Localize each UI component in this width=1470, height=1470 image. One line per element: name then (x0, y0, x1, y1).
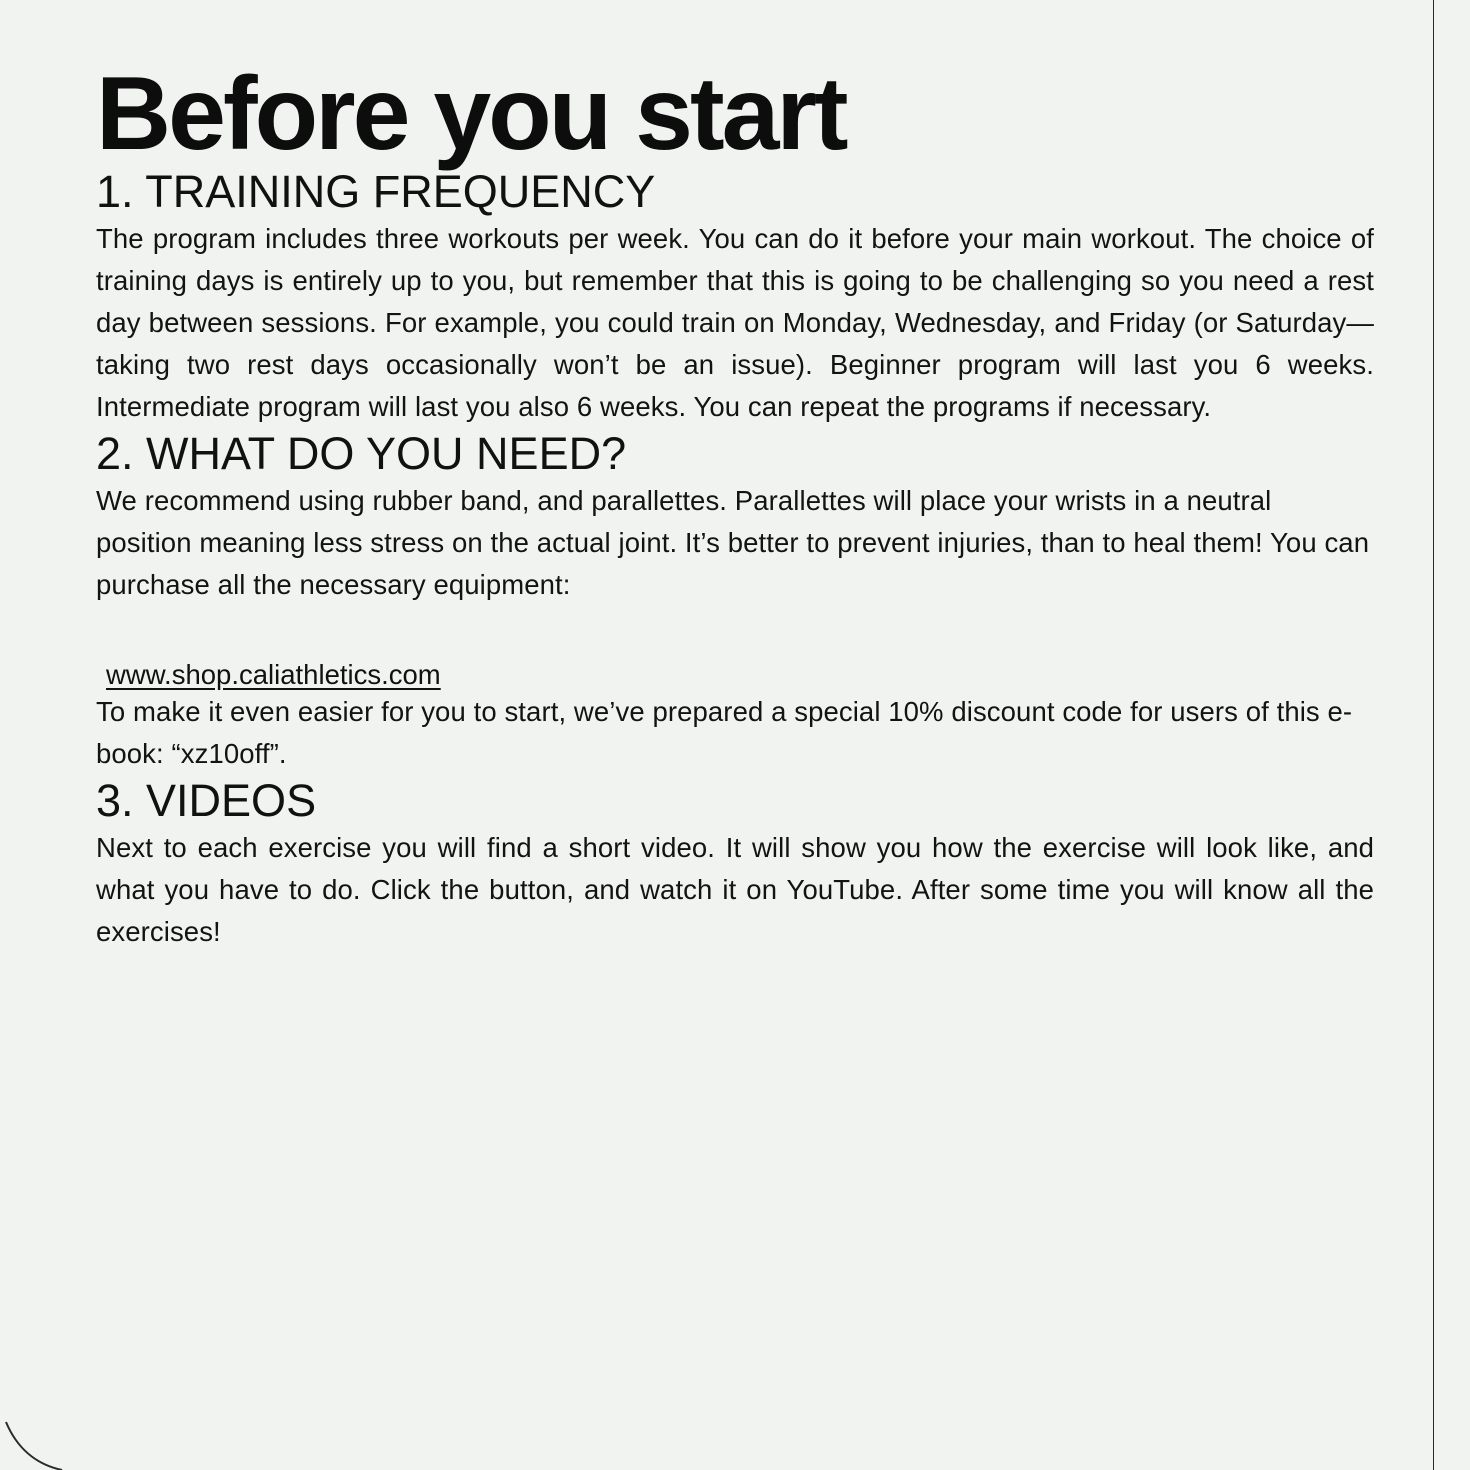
discount-text: To make it even easier for you to start, we’ve prepared a special 10% discount code for users of this e-book: “xz10off”. (96, 695, 1353, 769)
right-edge-rule (1433, 0, 1434, 1470)
section-training-frequency (96, 166, 1374, 428)
section-body-training-frequency: The program includes three workouts per week. You can do it before your main workout. The choice of training days is entirely up to you, but remember that this is going to be challenging so you need a rest day between sessions. For example, you could train on Monday, Wednesday, and Friday (or Saturday—taking two rest days occasionally won’t be an issue). Beginner program will last you 6 weeks. Intermediate program will last you also 6 weeks. You can repeat the programs if necessary. (96, 223, 1374, 423)
section-videos (96, 775, 1374, 953)
section-body-videos: Next to each exercise you will find a short video. It will show you how the exercise will look like, and what you have to do. Click the button, and watch it on YouTube. After some time you will know all the exercises! (96, 831, 1374, 947)
section-heading-videos: 3. VIDEOS (96, 774, 317, 826)
shop-link[interactable]: www.shop.caliathletics.com (106, 658, 441, 690)
section-heading-training-frequency: 1. TRAINING FREQUENCY (96, 166, 656, 217)
section-what-do-you-need (96, 428, 1374, 774)
section-body-what-do-you-need: We recommend using rubber band, and parallettes. Parallettes will place your wrists in a neutral position meaning less stress on the actual joint. It’s better to prevent injuries, than to heal them! You can purchase all the necessary equipment: (96, 485, 1370, 601)
page-title: Before you start (96, 56, 846, 172)
section-heading-what-do-you-need: 2. WHAT DO YOU NEED? (96, 428, 627, 480)
